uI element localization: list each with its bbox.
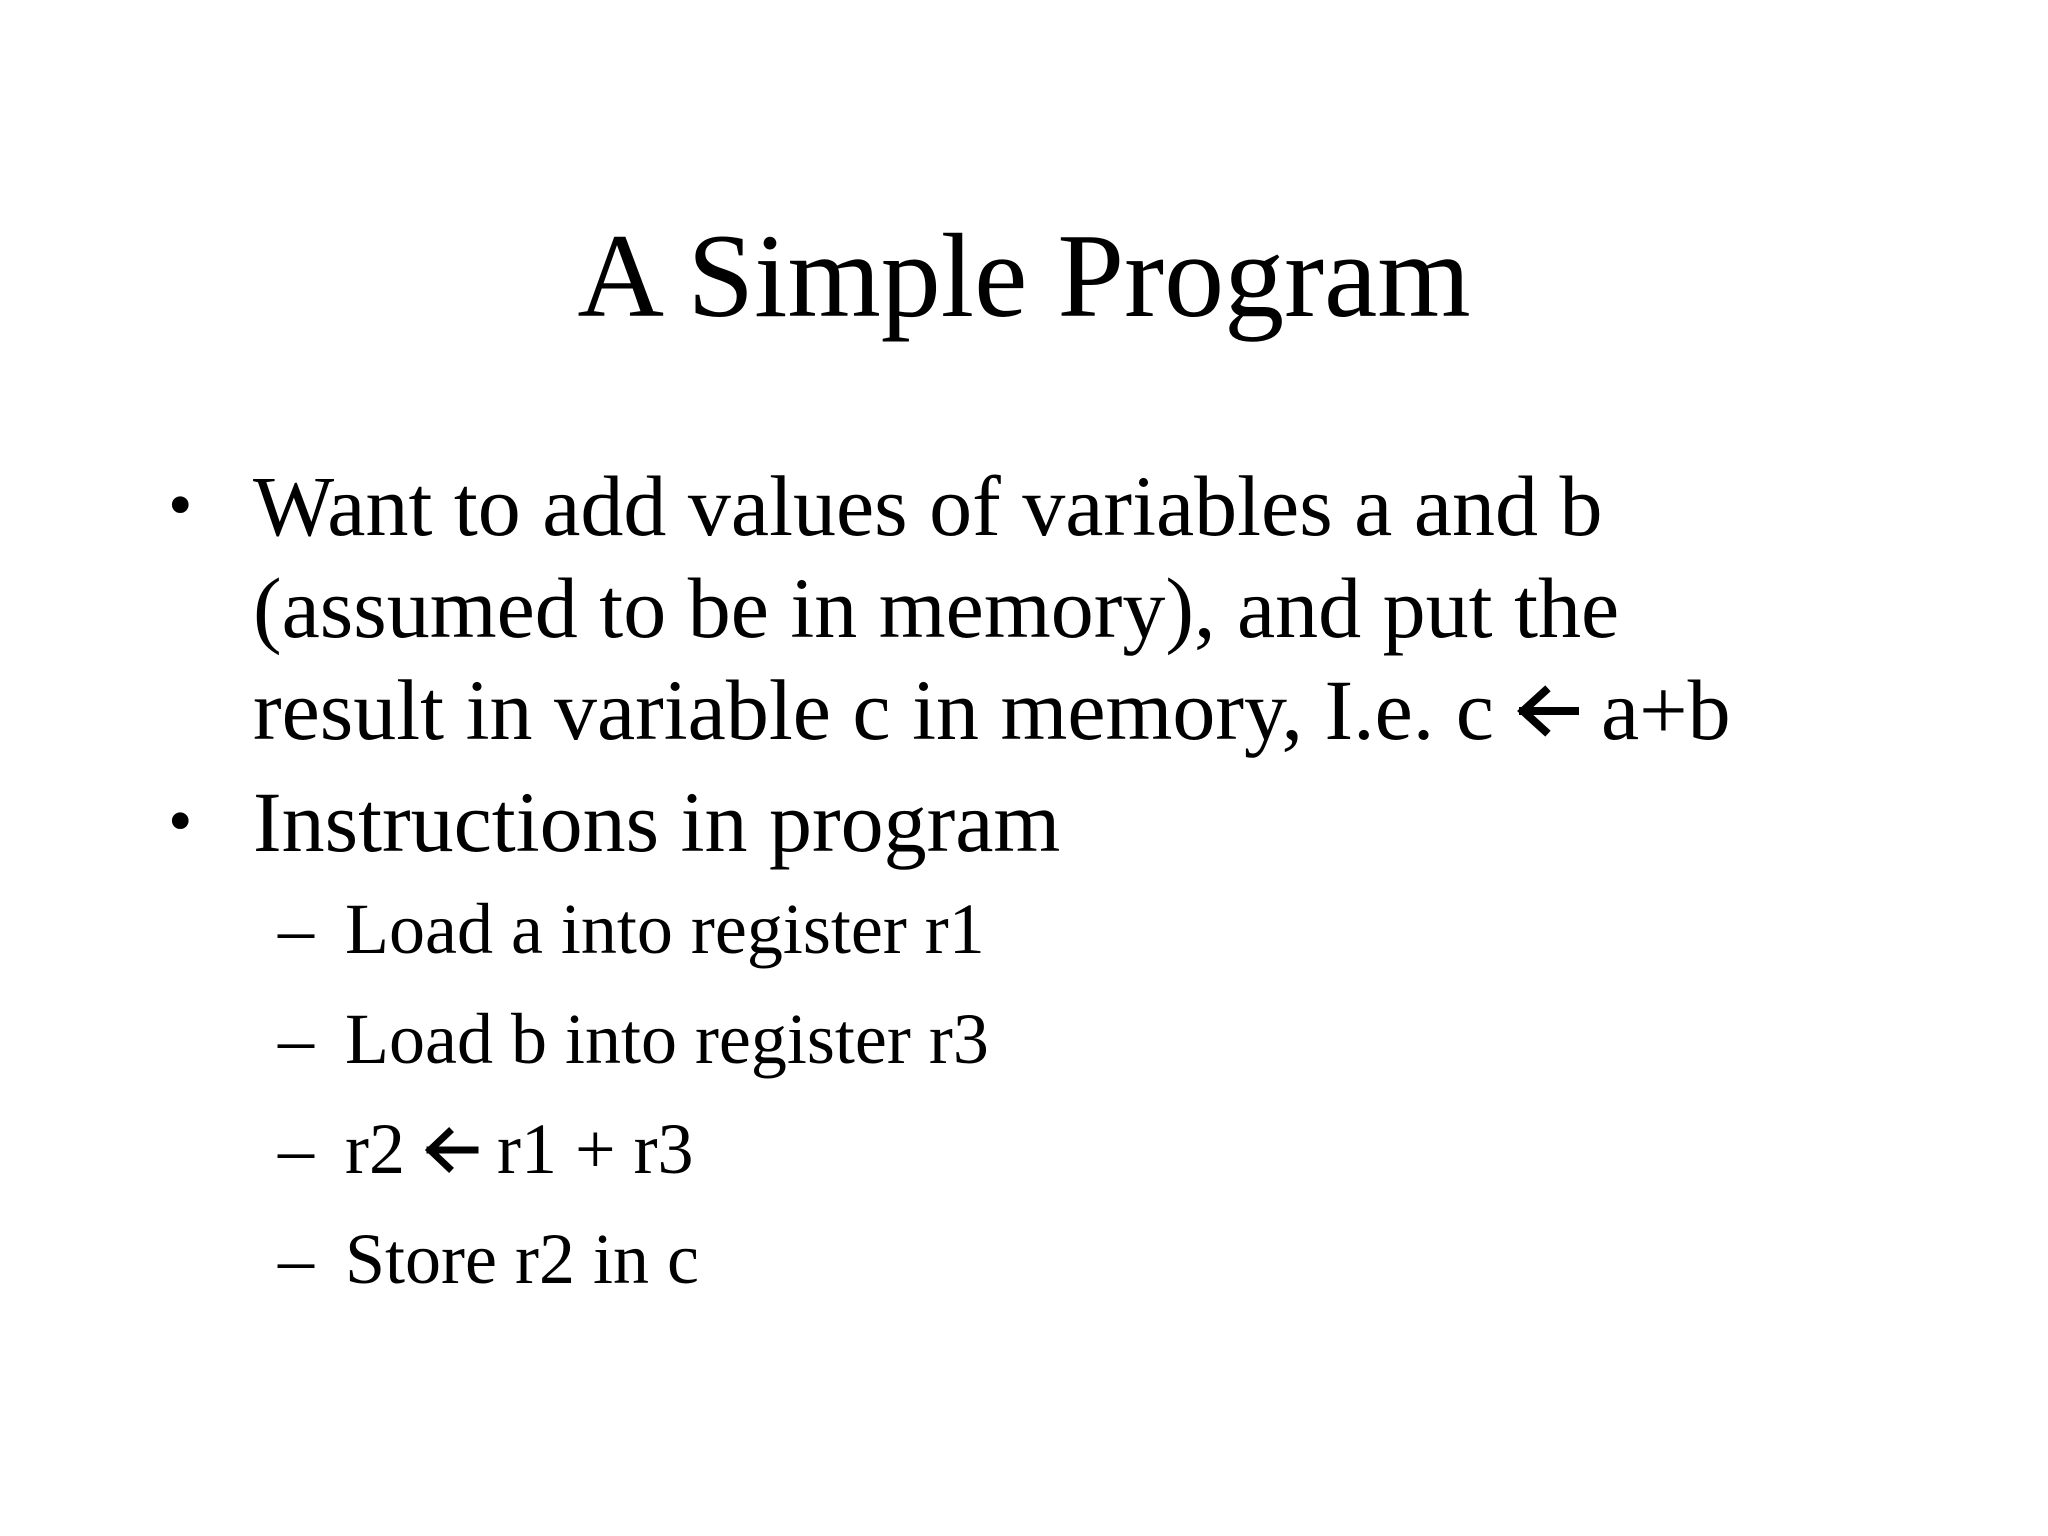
bullet-marker: • [168, 783, 193, 860]
bullet-line: Want to add values of variables a and b [253, 458, 1603, 554]
sub-item-text-after: r1 + r3 [496, 1109, 694, 1189]
sub-item-dash: – [278, 889, 314, 969]
slide-content [168, 455, 1968, 1327]
sub-item [168, 887, 1968, 971]
sub-item-dash: – [278, 1219, 314, 1299]
bullet-marker: • [168, 467, 193, 544]
arrow-left-icon [423, 1127, 479, 1173]
sub-item-text: Load a into register r1 [345, 889, 985, 969]
slide-title: A Simple Program [577, 209, 1471, 342]
bullet-line-text: result in variable c in memory, I.e. c [253, 662, 1494, 758]
sub-item [168, 1217, 1968, 1301]
bullet-line-tail: a+b [1600, 662, 1731, 758]
sub-item-dash: – [278, 1109, 314, 1189]
sub-item [168, 997, 1968, 1081]
sub-item-text-before: r2 [345, 1109, 405, 1189]
sub-list [168, 887, 1968, 1301]
sub-item-text: Store r2 in c [345, 1219, 699, 1299]
bullet-item [168, 771, 1968, 873]
sub-item-dash: – [278, 999, 314, 1079]
bullet-line: Instructions in program [253, 774, 1061, 870]
sub-item-text: Load b into register r3 [345, 999, 989, 1079]
sub-item [168, 1107, 1968, 1191]
bullet-item [168, 455, 1968, 761]
bullet-line: (assumed to be in memory), and put the [253, 560, 1620, 656]
bullet-line-with-arrow [253, 659, 1968, 761]
arrow-left-icon [1515, 685, 1579, 737]
